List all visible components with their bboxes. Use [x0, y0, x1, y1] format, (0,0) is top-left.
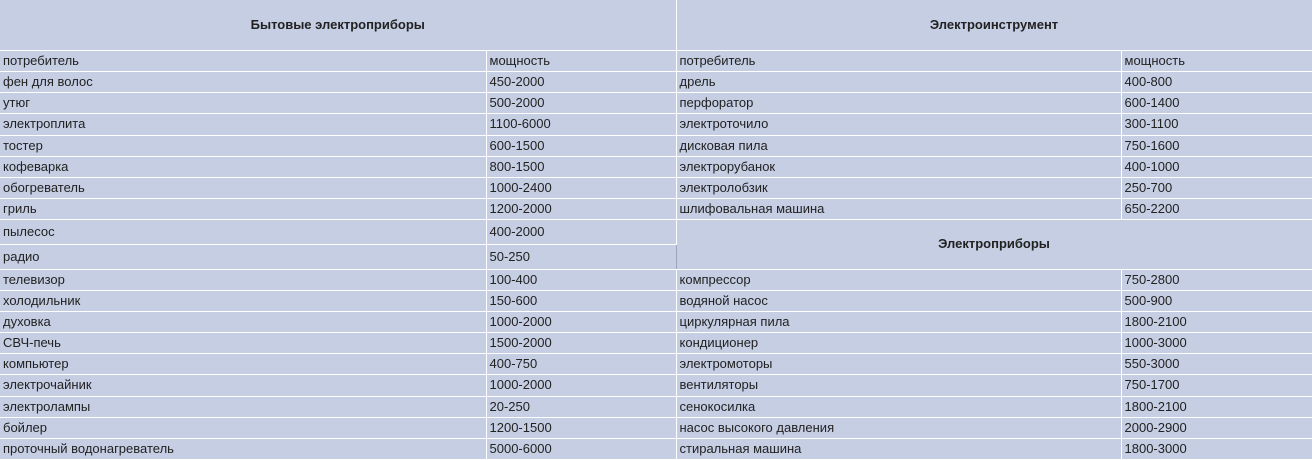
- power-value: 500-900: [1121, 291, 1312, 312]
- power-value: 1800-2100: [1121, 312, 1312, 333]
- consumer-name: кондиционер: [676, 333, 1121, 354]
- table-row: [0, 312, 1312, 333]
- consumer-name: обогреватель: [0, 177, 486, 198]
- consumer-name: электрочайник: [0, 375, 486, 396]
- section-header-household: Бытовые электроприборы: [0, 0, 676, 51]
- power-value: 20-250: [486, 396, 676, 417]
- consumer-name: бойлер: [0, 417, 486, 438]
- power-value: 1800-3000: [1121, 438, 1312, 459]
- consumer-name: электроточило: [676, 114, 1121, 135]
- table-row: [0, 177, 1312, 198]
- power-value: 400-1000: [1121, 156, 1312, 177]
- table-row: [0, 291, 1312, 312]
- power-value: 750-2800: [1121, 270, 1312, 291]
- consumer-name: сенокосилка: [676, 396, 1121, 417]
- table-row: [0, 114, 1312, 135]
- consumer-name: тостер: [0, 135, 486, 156]
- consumer-name: насос высокого давления: [676, 417, 1121, 438]
- power-value: 1000-2400: [486, 177, 676, 198]
- consumer-name: электролампы: [0, 396, 486, 417]
- power-value: 1000-2000: [486, 375, 676, 396]
- consumer-name: стиральная машина: [676, 438, 1121, 459]
- power-value: 400-750: [486, 354, 676, 375]
- consumer-name: электролобзик: [676, 177, 1121, 198]
- consumer-name: гриль: [0, 198, 486, 219]
- consumer-name: духовка: [0, 312, 486, 333]
- consumer-name: радио: [0, 244, 486, 269]
- table-row: [0, 72, 1312, 93]
- power-value: 1000-3000: [1121, 333, 1312, 354]
- power-value: 150-600: [486, 291, 676, 312]
- power-value: 300-1100: [1121, 114, 1312, 135]
- power-value: 1000-2000: [486, 312, 676, 333]
- table-row: [0, 156, 1312, 177]
- consumer-name: компьютер: [0, 354, 486, 375]
- consumer-name: компрессор: [676, 270, 1121, 291]
- power-value: 400-800: [1121, 72, 1312, 93]
- column-header-consumer: потребитель: [676, 51, 1121, 72]
- power-value: 650-2200: [1121, 198, 1312, 219]
- consumer-name: пылесос: [0, 219, 486, 244]
- power-value: 450-2000: [486, 72, 676, 93]
- consumer-name: электрорубанок: [676, 156, 1121, 177]
- table-row: [0, 93, 1312, 114]
- power-value: 800-1500: [486, 156, 676, 177]
- consumer-name: утюг: [0, 93, 486, 114]
- column-header-power: мощность: [1121, 51, 1312, 72]
- power-value: 550-3000: [1121, 354, 1312, 375]
- power-value: 600-1500: [486, 135, 676, 156]
- power-value: 250-700: [1121, 177, 1312, 198]
- table-row: [0, 333, 1312, 354]
- table-row: [0, 417, 1312, 438]
- power-value: 50-250: [486, 244, 676, 269]
- section-header-appliances: Электроприборы: [676, 219, 1312, 269]
- table-row: [0, 270, 1312, 291]
- table-row: [0, 396, 1312, 417]
- table-row: [0, 354, 1312, 375]
- power-value: 1100-6000: [486, 114, 676, 135]
- power-value: 5000-6000: [486, 438, 676, 459]
- power-value: 500-2000: [486, 93, 676, 114]
- column-header-consumer: потребитель: [0, 51, 486, 72]
- section-header-tools: Электроинструмент: [676, 0, 1312, 51]
- power-value: 1200-1500: [486, 417, 676, 438]
- consumer-name: СВЧ-печь: [0, 333, 486, 354]
- consumer-name: электромоторы: [676, 354, 1121, 375]
- consumer-name: шлифовальная машина: [676, 198, 1121, 219]
- consumer-name: фен для волос: [0, 72, 486, 93]
- consumer-name: телевизор: [0, 270, 486, 291]
- power-value: 400-2000: [486, 219, 676, 244]
- consumer-name: вентиляторы: [676, 375, 1121, 396]
- power-value: 1800-2100: [1121, 396, 1312, 417]
- power-value: 1500-2000: [486, 333, 676, 354]
- consumer-name: электроплита: [0, 114, 486, 135]
- power-value: 750-1600: [1121, 135, 1312, 156]
- consumer-name: дисковая пила: [676, 135, 1121, 156]
- power-value: 600-1400: [1121, 93, 1312, 114]
- power-value: 750-1700: [1121, 375, 1312, 396]
- table-row: [0, 0, 1312, 51]
- power-value: 2000-2900: [1121, 417, 1312, 438]
- column-header-power: мощность: [486, 51, 676, 72]
- power-value: 1200-2000: [486, 198, 676, 219]
- consumer-name: кофеварка: [0, 156, 486, 177]
- table-row: [0, 135, 1312, 156]
- consumer-name: циркулярная пила: [676, 312, 1121, 333]
- consumer-name: проточный водонагреватель: [0, 438, 486, 459]
- consumer-name: водяной насос: [676, 291, 1121, 312]
- table-row: [0, 219, 1312, 244]
- table-row: [0, 198, 1312, 219]
- consumer-name: перфоратор: [676, 93, 1121, 114]
- table-row: [0, 51, 1312, 72]
- power-value: 100-400: [486, 270, 676, 291]
- table-row: [0, 438, 1312, 459]
- consumer-name: дрель: [676, 72, 1121, 93]
- consumer-name: холодильник: [0, 291, 486, 312]
- table-row: [0, 375, 1312, 396]
